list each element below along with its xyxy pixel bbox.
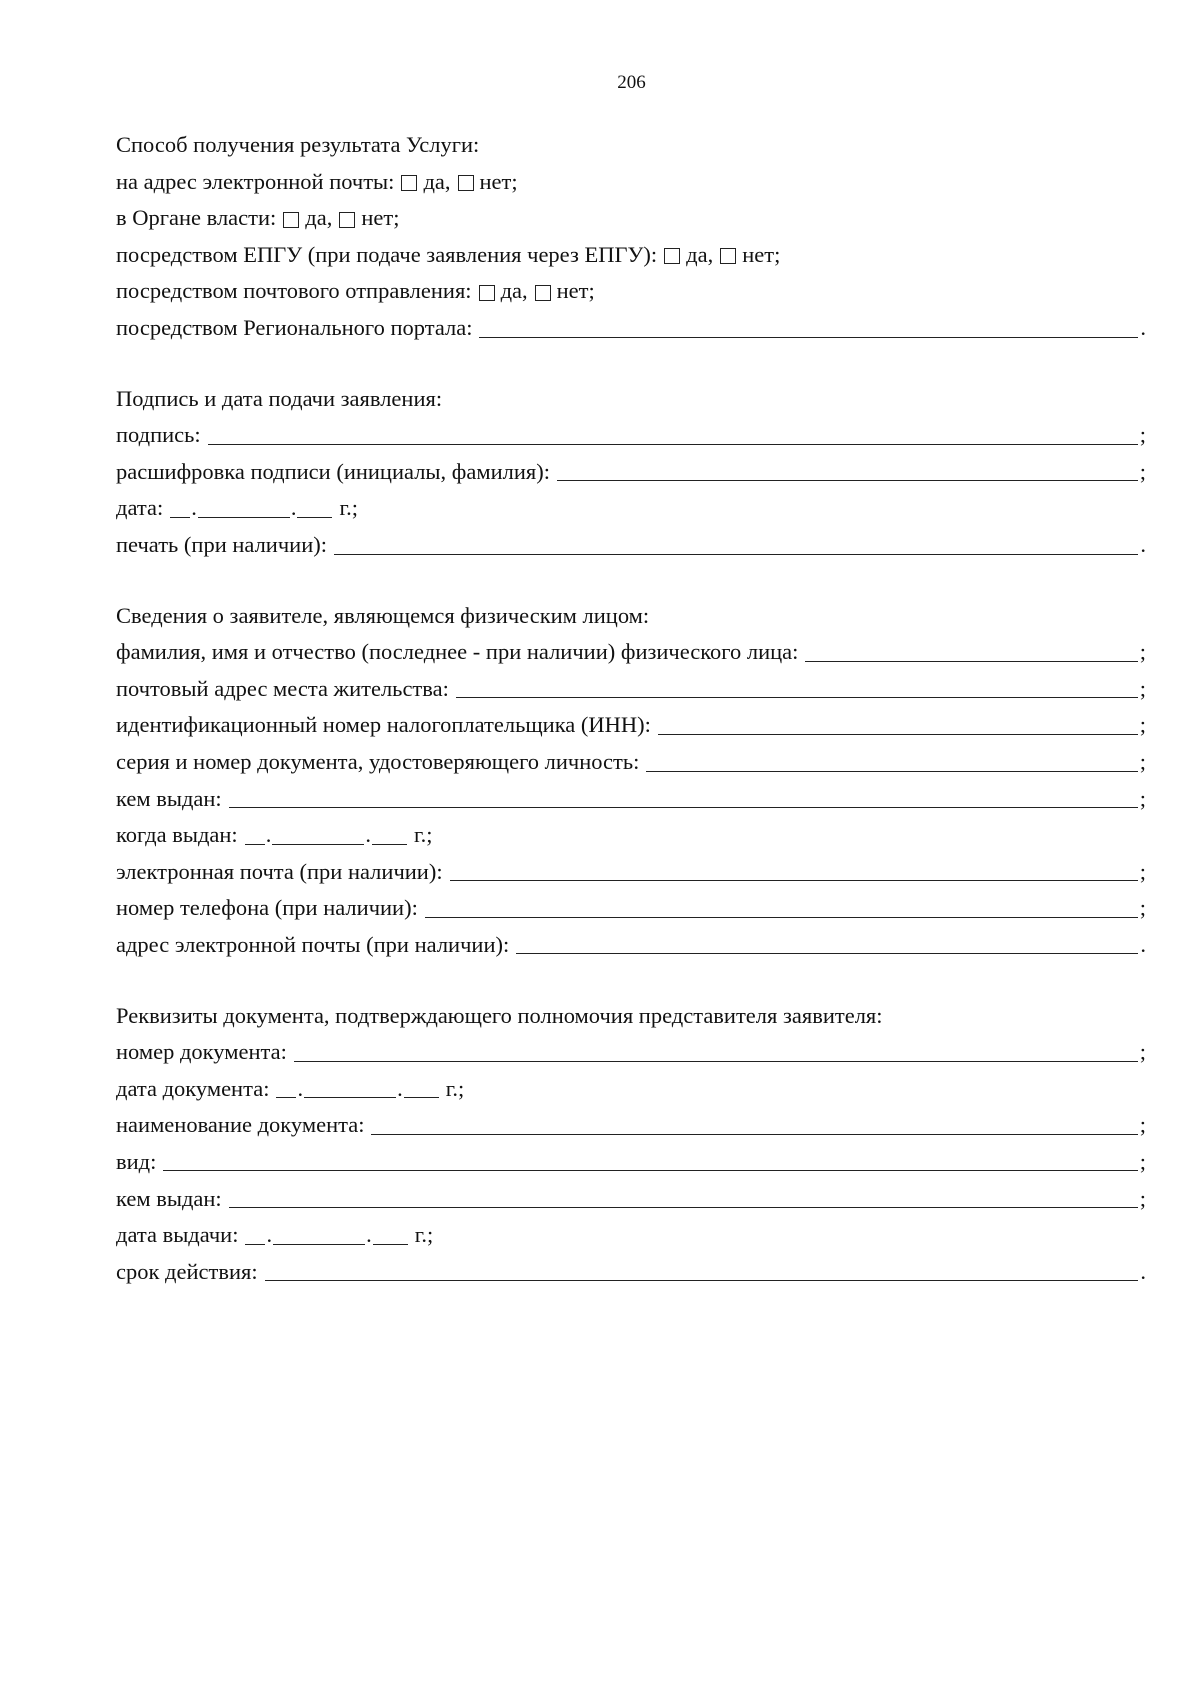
field-label: печать (при наличии): <box>116 532 327 558</box>
checkbox-yes[interactable] <box>664 248 680 264</box>
fill-in-blank[interactable] <box>557 479 1138 481</box>
form-row <box>116 1104 1146 1141</box>
field-label: вид: <box>116 1148 157 1174</box>
checkbox-yes[interactable] <box>479 285 495 301</box>
checkbox-label: да, <box>305 205 333 231</box>
field-label: посредством Регионального портала: <box>116 315 473 341</box>
year-suffix: г.; <box>339 495 359 521</box>
fill-in-blank[interactable] <box>294 1060 1138 1062</box>
form-row <box>116 1177 1146 1214</box>
year-suffix: г.; <box>445 1075 465 1101</box>
punctuation: ; <box>1139 895 1146 921</box>
punctuation: ; <box>1139 422 1146 448</box>
field-label: почтовый адрес места жительства: <box>116 675 449 701</box>
fill-in-blank[interactable] <box>516 952 1138 954</box>
form-row <box>116 631 1146 668</box>
date-separator: . <box>266 1222 273 1248</box>
year-blank[interactable] <box>297 516 332 518</box>
field-label: идентификационный номер налогоплательщика (ИНН): <box>116 712 651 738</box>
punctuation: ; <box>1139 458 1146 484</box>
punctuation: ; <box>1139 1185 1146 1211</box>
checkbox-label: да, <box>500 278 528 304</box>
field-label: посредством ЕПГУ (при подаче заявления через ЕПГУ): <box>116 241 658 267</box>
form-section <box>116 378 1146 561</box>
punctuation: ; <box>1139 785 1146 811</box>
field-label: наименование документа: <box>116 1112 365 1138</box>
field-label: кем выдан: <box>116 1185 222 1211</box>
fill-in-blank[interactable] <box>456 696 1138 698</box>
field-label: электронная почта (при наличии): <box>116 858 443 884</box>
field-label: номер документа: <box>116 1039 287 1065</box>
field-label: дата: <box>116 495 164 521</box>
form-row <box>116 851 1146 888</box>
field-label: подпись: <box>116 422 201 448</box>
form-row <box>116 234 1146 271</box>
date-separator: . <box>290 495 297 521</box>
fill-in-blank[interactable] <box>450 879 1138 881</box>
checkbox-label: да, <box>686 241 714 267</box>
punctuation: ; <box>1139 1039 1146 1065</box>
fill-in-blank[interactable] <box>371 1133 1137 1135</box>
form-row <box>116 704 1146 741</box>
form-row <box>116 270 1146 307</box>
checkbox-label: да, <box>423 168 451 194</box>
punctuation: ; <box>1139 749 1146 774</box>
form-row <box>116 161 1146 198</box>
punctuation: ; <box>1139 712 1146 738</box>
punctuation: ; <box>1139 1148 1146 1174</box>
fill-in-blank[interactable] <box>425 916 1138 918</box>
month-blank[interactable] <box>272 843 364 845</box>
form-row <box>116 1214 1146 1251</box>
form-section <box>116 124 1146 344</box>
year-blank[interactable] <box>372 843 407 845</box>
form-row <box>116 1031 1146 1068</box>
field-label: фамилия, имя и отчество (последнее - при наличии) физического лица: <box>116 639 799 665</box>
section-title: Сведения о заявителе, являющемся физическим лицом: <box>116 602 650 628</box>
section-title: Подпись и дата подачи заявления: <box>116 385 443 411</box>
field-label: когда выдан: <box>116 822 238 848</box>
year-suffix: г.; <box>414 1222 434 1248</box>
field-label: срок действия: <box>116 1258 258 1284</box>
fill-in-blank[interactable] <box>479 336 1138 338</box>
day-blank[interactable] <box>245 1243 265 1245</box>
fill-in-blank[interactable] <box>163 1169 1137 1171</box>
field-label: кем выдан: <box>116 785 222 811</box>
punctuation: . <box>1140 1258 1146 1284</box>
form-row <box>116 1068 1146 1105</box>
form-row <box>116 814 1146 851</box>
day-blank[interactable] <box>245 843 265 845</box>
form-row <box>116 778 1146 815</box>
form-row <box>116 924 1146 961</box>
year-blank[interactable] <box>373 1243 408 1245</box>
form-row <box>116 1251 1146 1288</box>
form-row <box>116 1141 1146 1178</box>
field-label: дата документа: <box>116 1075 270 1101</box>
field-label: адрес электронной почты (при наличии): <box>116 931 510 957</box>
field-label: номер телефона (при наличии): <box>116 895 418 921</box>
fill-in-blank[interactable] <box>646 770 1137 772</box>
punctuation: ; <box>1139 858 1146 884</box>
field-label: дата выдачи: <box>116 1222 239 1248</box>
date-separator: . <box>297 1075 304 1101</box>
fill-in-blank[interactable] <box>334 553 1138 555</box>
day-blank[interactable] <box>170 516 190 518</box>
date-separator: . <box>265 822 272 848</box>
section-title: Способ получения результата Услуги: <box>116 132 480 158</box>
form-row <box>116 487 1146 524</box>
year-suffix: г.; <box>413 822 433 848</box>
checkbox-label: нет; <box>479 168 518 194</box>
date-separator: . <box>191 495 197 521</box>
month-blank[interactable] <box>304 1096 396 1098</box>
punctuation: . <box>1140 315 1146 341</box>
form-row <box>116 451 1146 488</box>
page-number: 206 <box>617 72 646 93</box>
punctuation: . <box>1140 931 1146 957</box>
section-title: Реквизиты документа, подтверждающего полномочия представителя заявителя: <box>116 1002 883 1028</box>
field-label: серия и номер документа, удостоверяющего личность: <box>116 749 640 774</box>
checkbox-label: нет; <box>742 241 781 267</box>
punctuation: . <box>1140 532 1146 558</box>
form-row <box>116 414 1146 451</box>
year-blank[interactable] <box>404 1096 439 1098</box>
form-row <box>116 524 1146 561</box>
field-label: на адрес электронной почты: <box>116 168 395 194</box>
application-form <box>116 124 1146 1321</box>
field-label: расшифровка подписи (инициалы, фамилия): <box>116 458 551 484</box>
fill-in-blank[interactable] <box>805 660 1137 662</box>
checkbox-yes[interactable] <box>401 175 417 191</box>
punctuation: ; <box>1139 1112 1146 1138</box>
day-blank[interactable] <box>276 1096 296 1098</box>
form-section <box>116 994 1146 1287</box>
field-label: посредством почтового отправления: <box>116 278 472 304</box>
form-row <box>116 307 1146 344</box>
checkbox-no[interactable] <box>720 248 736 264</box>
date-separator: . <box>365 822 371 848</box>
form-section <box>116 595 1146 961</box>
fill-in-blank[interactable] <box>229 1206 1138 1208</box>
form-row <box>116 668 1146 705</box>
fill-in-blank[interactable] <box>658 733 1138 735</box>
month-blank[interactable] <box>198 516 290 518</box>
form-row <box>116 741 1146 778</box>
form-row <box>116 197 1146 234</box>
date-separator: . <box>366 1222 372 1248</box>
fill-in-blank[interactable] <box>208 443 1138 445</box>
checkbox-label: нет; <box>361 205 400 231</box>
checkbox-label: нет; <box>556 278 595 304</box>
checkbox-yes[interactable] <box>283 212 299 228</box>
fill-in-blank[interactable] <box>265 1279 1139 1281</box>
checkbox-no[interactable] <box>458 175 474 191</box>
checkbox-no[interactable] <box>339 212 355 228</box>
checkbox-no[interactable] <box>535 285 551 301</box>
date-separator: . <box>397 1075 403 1101</box>
form-row <box>116 887 1146 924</box>
punctuation: ; <box>1139 639 1146 665</box>
field-label: в Органе власти: <box>116 205 277 231</box>
punctuation: ; <box>1139 675 1146 701</box>
fill-in-blank[interactable] <box>229 806 1138 808</box>
month-blank[interactable] <box>273 1243 365 1245</box>
